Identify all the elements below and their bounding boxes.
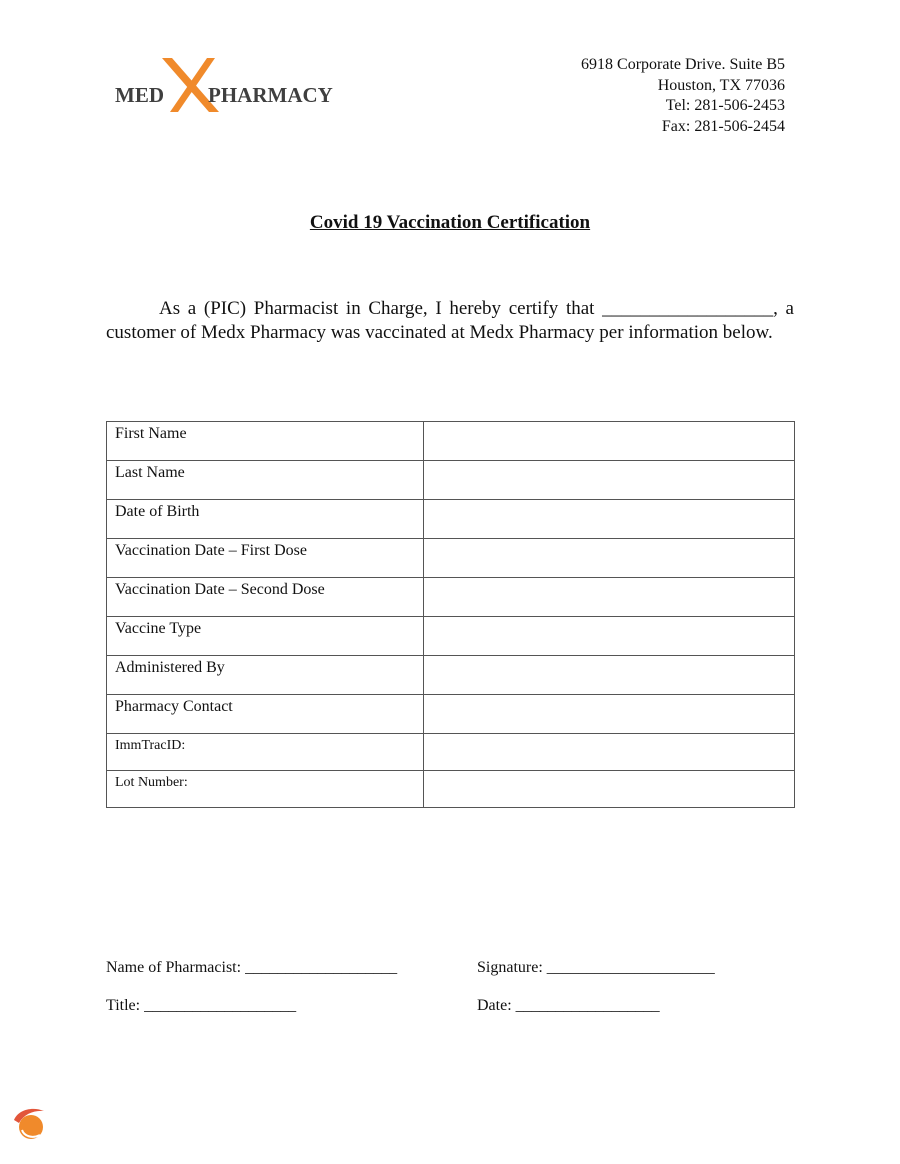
date-field[interactable]: Date: __________________ <box>477 997 660 1014</box>
logo-text-left: MED <box>115 83 164 107</box>
table-row <box>107 617 795 656</box>
table-row <box>107 656 795 695</box>
row-value-date-of-birth[interactable] <box>424 500 795 539</box>
row-label-first-dose-date: Vaccination Date – First Dose <box>107 539 424 578</box>
row-label-second-dose-date: Vaccination Date – Second Dose <box>107 578 424 617</box>
row-value-last-name[interactable] <box>424 461 795 500</box>
table-row <box>107 771 795 808</box>
pharmacist-name-field[interactable]: Name of Pharmacist: ___________________ <box>106 959 398 976</box>
row-label-first-name: First Name <box>107 422 424 461</box>
address-fax: Fax: 281-506-2454 <box>661 117 785 135</box>
logo-graphic <box>112 56 347 116</box>
row-label-vaccine-type: Vaccine Type <box>107 617 424 656</box>
row-label-administered-by: Administered By <box>107 656 424 695</box>
address-city: Houston, TX 77036 <box>657 76 785 94</box>
row-value-lot-number[interactable] <box>424 771 795 808</box>
table-row <box>107 461 795 500</box>
row-label-immtrac-id: ImmTracID: <box>107 734 424 771</box>
row-label-pharmacy-contact: Pharmacy Contact <box>107 695 424 734</box>
row-label-last-name: Last Name <box>107 461 424 500</box>
vaccination-info-table <box>106 421 795 808</box>
row-value-vaccine-type[interactable] <box>424 617 795 656</box>
table-row <box>107 422 795 461</box>
row-value-second-dose-date[interactable] <box>424 578 795 617</box>
table-row <box>107 695 795 734</box>
corner-logo-graphic <box>10 1106 48 1142</box>
address-block <box>581 55 785 137</box>
table-row <box>107 578 795 617</box>
table-row <box>107 734 795 771</box>
row-value-first-dose-date[interactable] <box>424 539 795 578</box>
certification-statement: As a (PIC) Pharmacist in Charge, I hereby certify that __________________, a customer of Medx Pharmacy was vaccinated at Medx Pharmacy per information below. <box>106 298 794 343</box>
table-row <box>107 539 795 578</box>
address-street: 6918 Corporate Drive. Suite B5 <box>581 56 785 73</box>
logo-text-right: PHARMACY <box>208 83 333 107</box>
row-value-administered-by[interactable] <box>424 656 795 695</box>
row-label-lot-number: Lot Number: <box>107 771 424 808</box>
medx-pharmacy-logo <box>112 56 347 116</box>
table-row <box>107 500 795 539</box>
title-field[interactable]: Title: ___________________ <box>106 997 297 1014</box>
address-phone: Tel: 281-506-2453 <box>665 97 785 114</box>
row-value-pharmacy-contact[interactable] <box>424 695 795 734</box>
document-title: Covid 19 Vaccination Certification <box>309 212 591 233</box>
row-value-first-name[interactable] <box>424 422 795 461</box>
row-label-date-of-birth: Date of Birth <box>107 500 424 539</box>
signature-field[interactable]: Signature: _____________________ <box>477 959 715 976</box>
row-value-immtrac-id[interactable] <box>424 734 795 771</box>
corner-logo-icon <box>10 1106 48 1142</box>
